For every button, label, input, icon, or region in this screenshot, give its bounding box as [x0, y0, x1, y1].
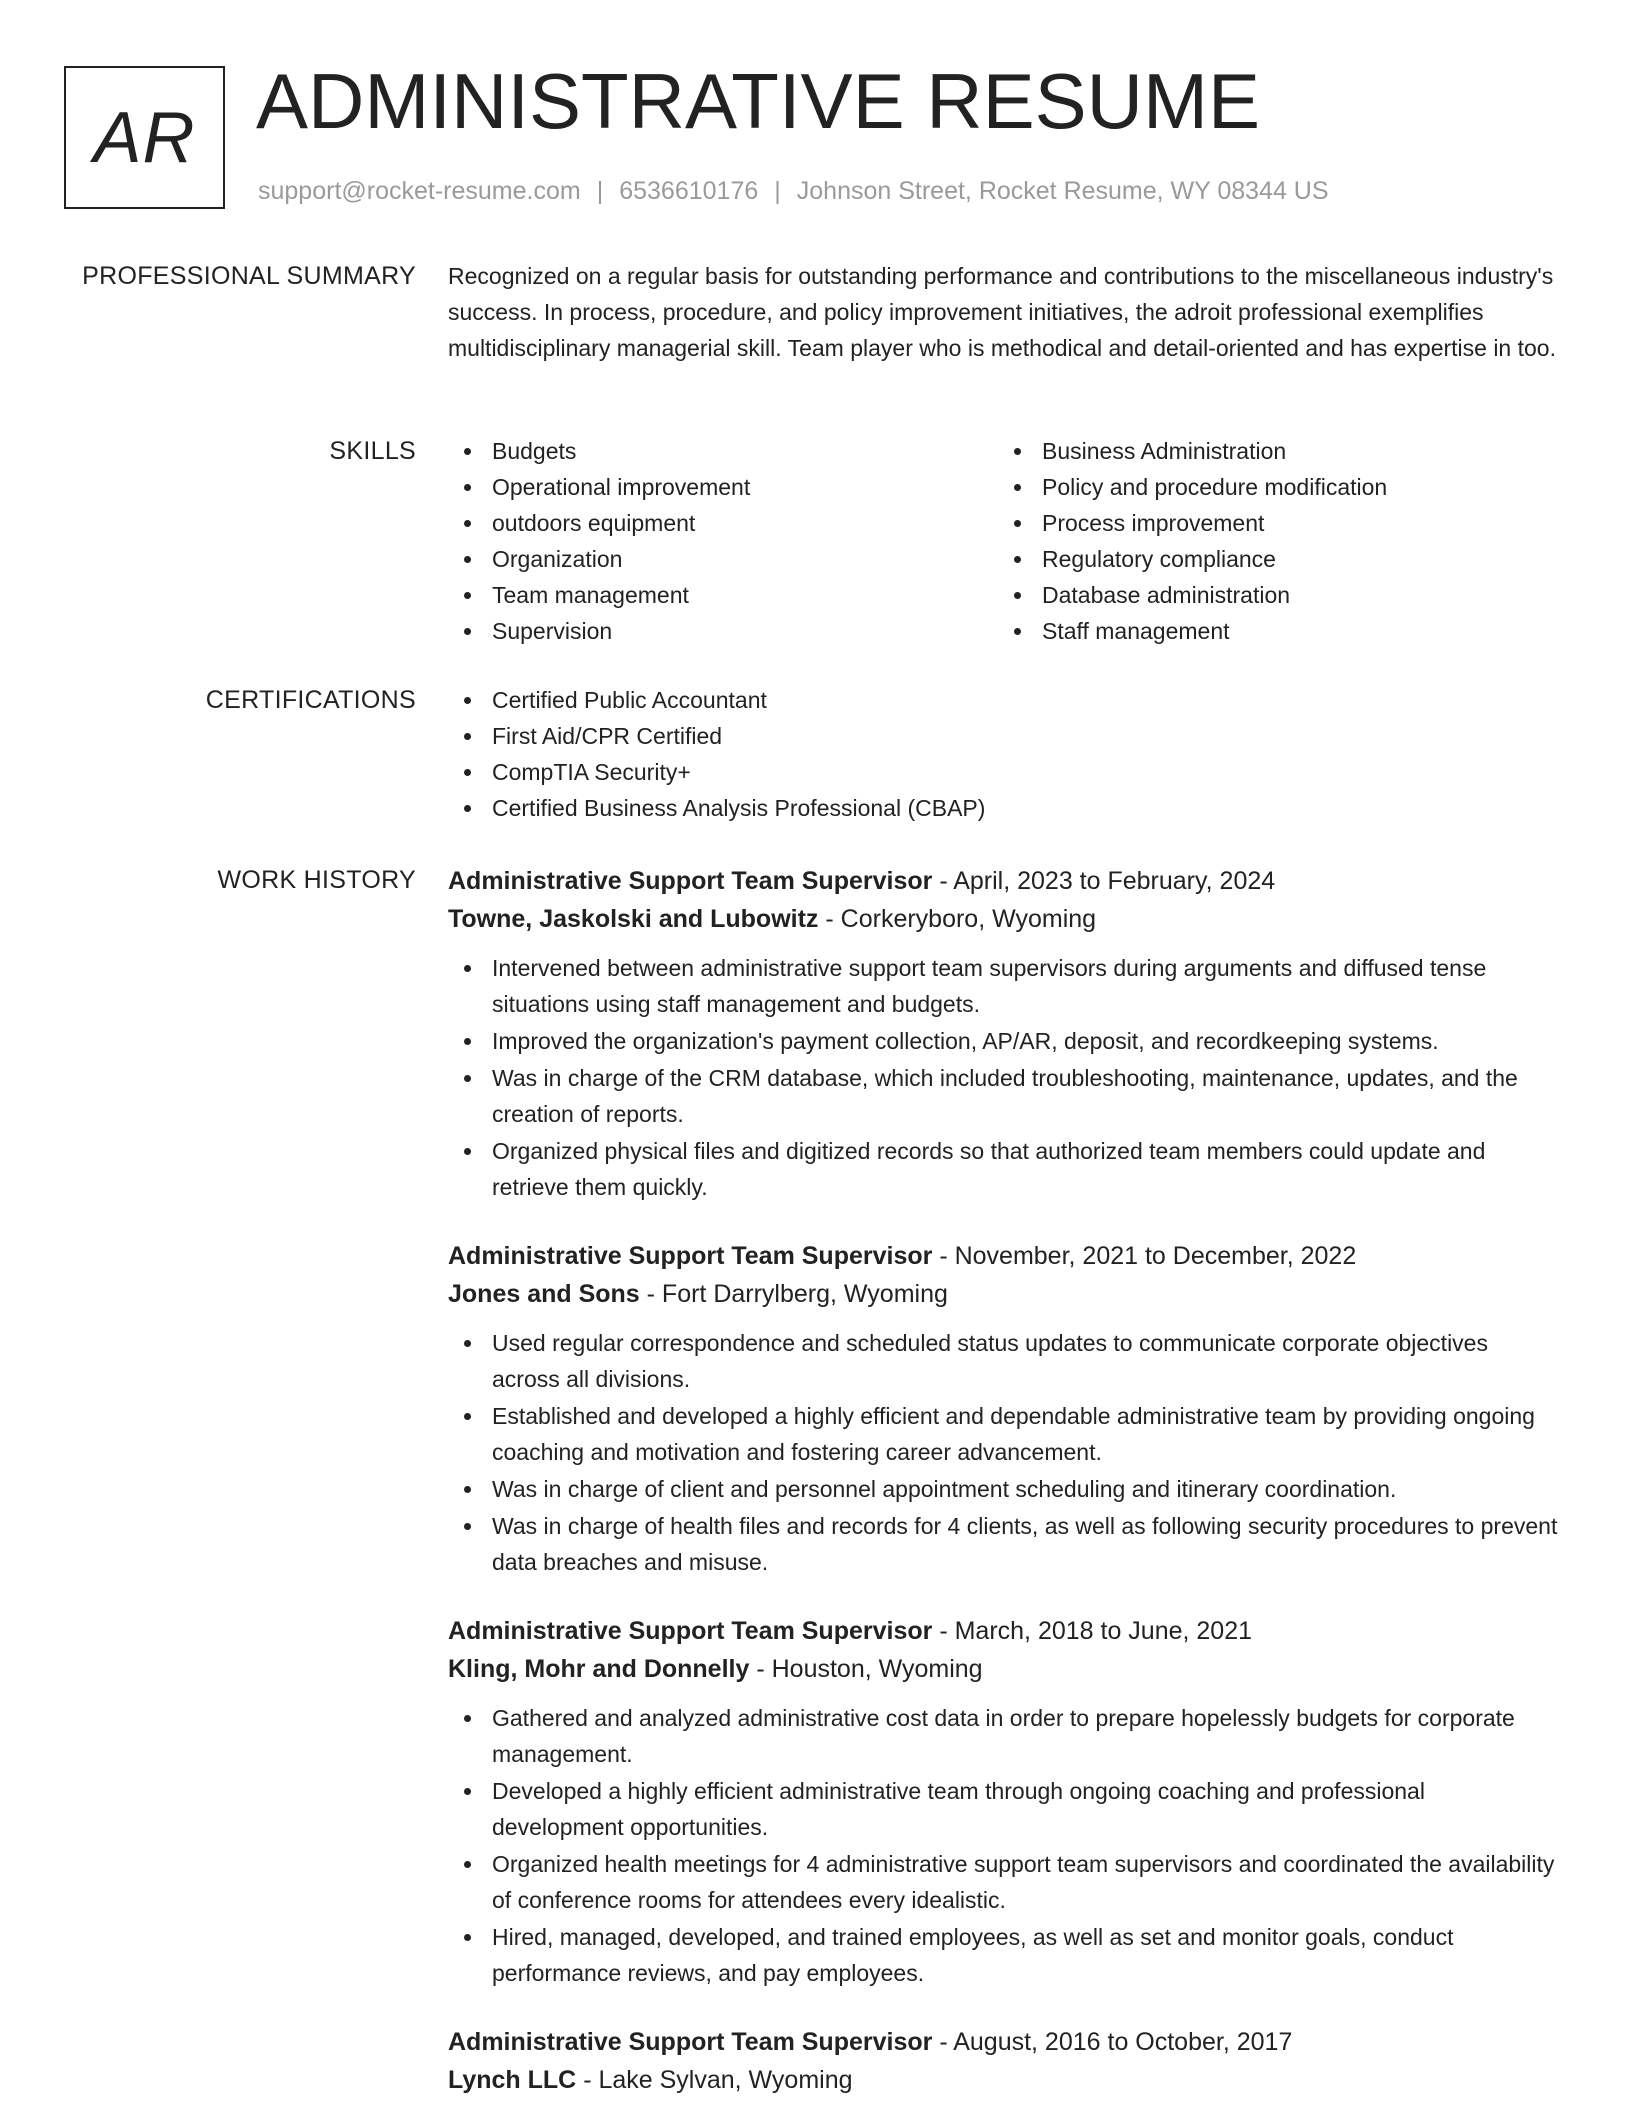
job-title-line [448, 2023, 1560, 2061]
job-company: Jones and Sons [448, 1280, 640, 1308]
job-bullet: Intervened between administrative support team supervisors during arguments and diffused tense situations using staff management and budgets. [448, 950, 1560, 1022]
job-bullet: Used regular correspondence and scheduled status updates to communicate corporate objectives across all divisions. [448, 1325, 1560, 1397]
contact-phone[interactable]: 6536610176 [619, 177, 759, 205]
job-bullet: Organized physical files and digitized records so that authorized team members could update and retrieve them quickly. [448, 1133, 1560, 1205]
job-dates: - April, 2023 to February, 2024 [932, 867, 1276, 895]
skill-item: Operational improvement [448, 469, 998, 505]
job-location: - Fort Darrylberg, Wyoming [639, 1280, 948, 1308]
contact-separator: | [596, 177, 604, 205]
job-title: Administrative Support Team Supervisor [448, 1617, 933, 1645]
job-title-line [448, 1612, 1560, 1650]
job-location: - Houston, Wyoming [749, 1655, 983, 1683]
summary-text: Recognized on a regular basis for outstanding performance and contributions to the miscellaneous industry's success. In process, procedure, and policy improvement initiatives, the adroit professional exemplifies multidisciplinary managerial skill. Team player who is methodical and detail-oriented and has expertise in too. [448, 263, 1556, 361]
job-location: - Lake Sylvan, Wyoming [576, 2066, 853, 2094]
contact-email[interactable]: support@rocket-resume.com [258, 177, 581, 205]
skill-item: Organization [448, 541, 998, 577]
skills-list-left [448, 433, 998, 649]
certification-item: First Aid/CPR Certified [448, 718, 1560, 754]
job-title: Administrative Support Team Supervisor [448, 867, 933, 895]
section-label-certifications: CERTIFICATIONS [205, 686, 416, 714]
job-title-line [448, 1237, 1560, 1275]
job-company: Kling, Mohr and Donnelly [448, 1655, 750, 1683]
job-entry [448, 862, 1560, 1205]
job-company-line [448, 1650, 1560, 1688]
job-company-line [448, 900, 1560, 938]
job-title: Administrative Support Team Supervisor [448, 2028, 933, 2056]
contact-address: Johnson Street, Rocket Resume, WY 08344 US [796, 177, 1329, 205]
job-entry [448, 1237, 1560, 1580]
certifications-list [448, 682, 1560, 826]
job-bullet: Was in charge of client and personnel appointment scheduling and itinerary coordination. [448, 1471, 1560, 1507]
job-bullet: Developed a highly efficient administrative team through ongoing coaching and professional development opportunities. [448, 1773, 1560, 1845]
skill-item: outdoors equipment [448, 505, 998, 541]
job-bullet: Established and developed a highly efficient and dependable administrative team by providing ongoing coaching and motivation and fostering career advancement. [448, 1398, 1560, 1470]
job-bullet: Improved the organization's payment collection, AP/AR, deposit, and recordkeeping systems. [448, 1023, 1560, 1059]
skill-item: Policy and procedure modification [998, 469, 1548, 505]
job-company: Towne, Jaskolski and Lubowitz [448, 905, 819, 933]
certification-item: CompTIA Security+ [448, 754, 1560, 790]
monogram-initials: AR [93, 97, 196, 178]
job-bullet: Was in charge of the CRM database, which included troubleshooting, maintenance, updates, and the creation of reports. [448, 1060, 1560, 1132]
skill-item: Business Administration [998, 433, 1548, 469]
job-title-line [448, 862, 1560, 900]
section-label-skills: SKILLS [329, 437, 416, 465]
job-dates: - August, 2016 to October, 2017 [932, 2028, 1293, 2056]
job-title: Administrative Support Team Supervisor [448, 1242, 933, 1270]
skill-item: Supervision [448, 613, 998, 649]
job-location: - Corkeryboro, Wyoming [818, 905, 1097, 933]
job-company-line [448, 2061, 1560, 2099]
job-bullets [448, 1325, 1560, 1580]
job-entry [448, 1612, 1560, 1991]
job-bullet: Hired, managed, developed, and trained employees, as well as set and monitor goals, conduct performance reviews, and pay employees. [448, 1919, 1560, 1991]
skill-item: Regulatory compliance [998, 541, 1548, 577]
resume-title: ADMINISTRATIVE RESUME [256, 57, 1260, 145]
section-label-summary: PROFESSIONAL SUMMARY [82, 262, 416, 290]
section-label-work-history: WORK HISTORY [217, 866, 416, 894]
job-company-line [448, 1275, 1560, 1313]
job-dates: - March, 2018 to June, 2021 [932, 1617, 1253, 1645]
contact-line [258, 174, 1329, 208]
skills-list-right [998, 433, 1548, 649]
skill-item: Budgets [448, 433, 998, 469]
job-bullets [448, 950, 1560, 1205]
job-bullet: Was in charge of health files and records for 4 clients, as well as following security procedures to prevent data breaches and misuse. [448, 1508, 1560, 1580]
contact-separator: | [774, 177, 781, 205]
monogram-box [64, 66, 225, 209]
job-entry [448, 2023, 1560, 2099]
certification-item: Certified Public Accountant [448, 682, 1560, 718]
job-bullet: Gathered and analyzed administrative cost data in order to prepare hopelessly budgets for corporate management. [448, 1700, 1560, 1772]
job-company: Lynch LLC [448, 2066, 577, 2094]
skill-item: Process improvement [998, 505, 1548, 541]
certification-item: Certified Business Analysis Professional (CBAP) [448, 790, 1560, 826]
job-dates: - November, 2021 to December, 2022 [932, 1242, 1357, 1270]
job-bullets [448, 1700, 1560, 1991]
job-bullet: Organized health meetings for 4 administrative support team supervisors and coordinated the availability of conference rooms for attendees every idealistic. [448, 1846, 1560, 1918]
skill-item: Team management [448, 577, 998, 613]
skill-item: Database administration [998, 577, 1548, 613]
skill-item: Staff management [998, 613, 1548, 649]
